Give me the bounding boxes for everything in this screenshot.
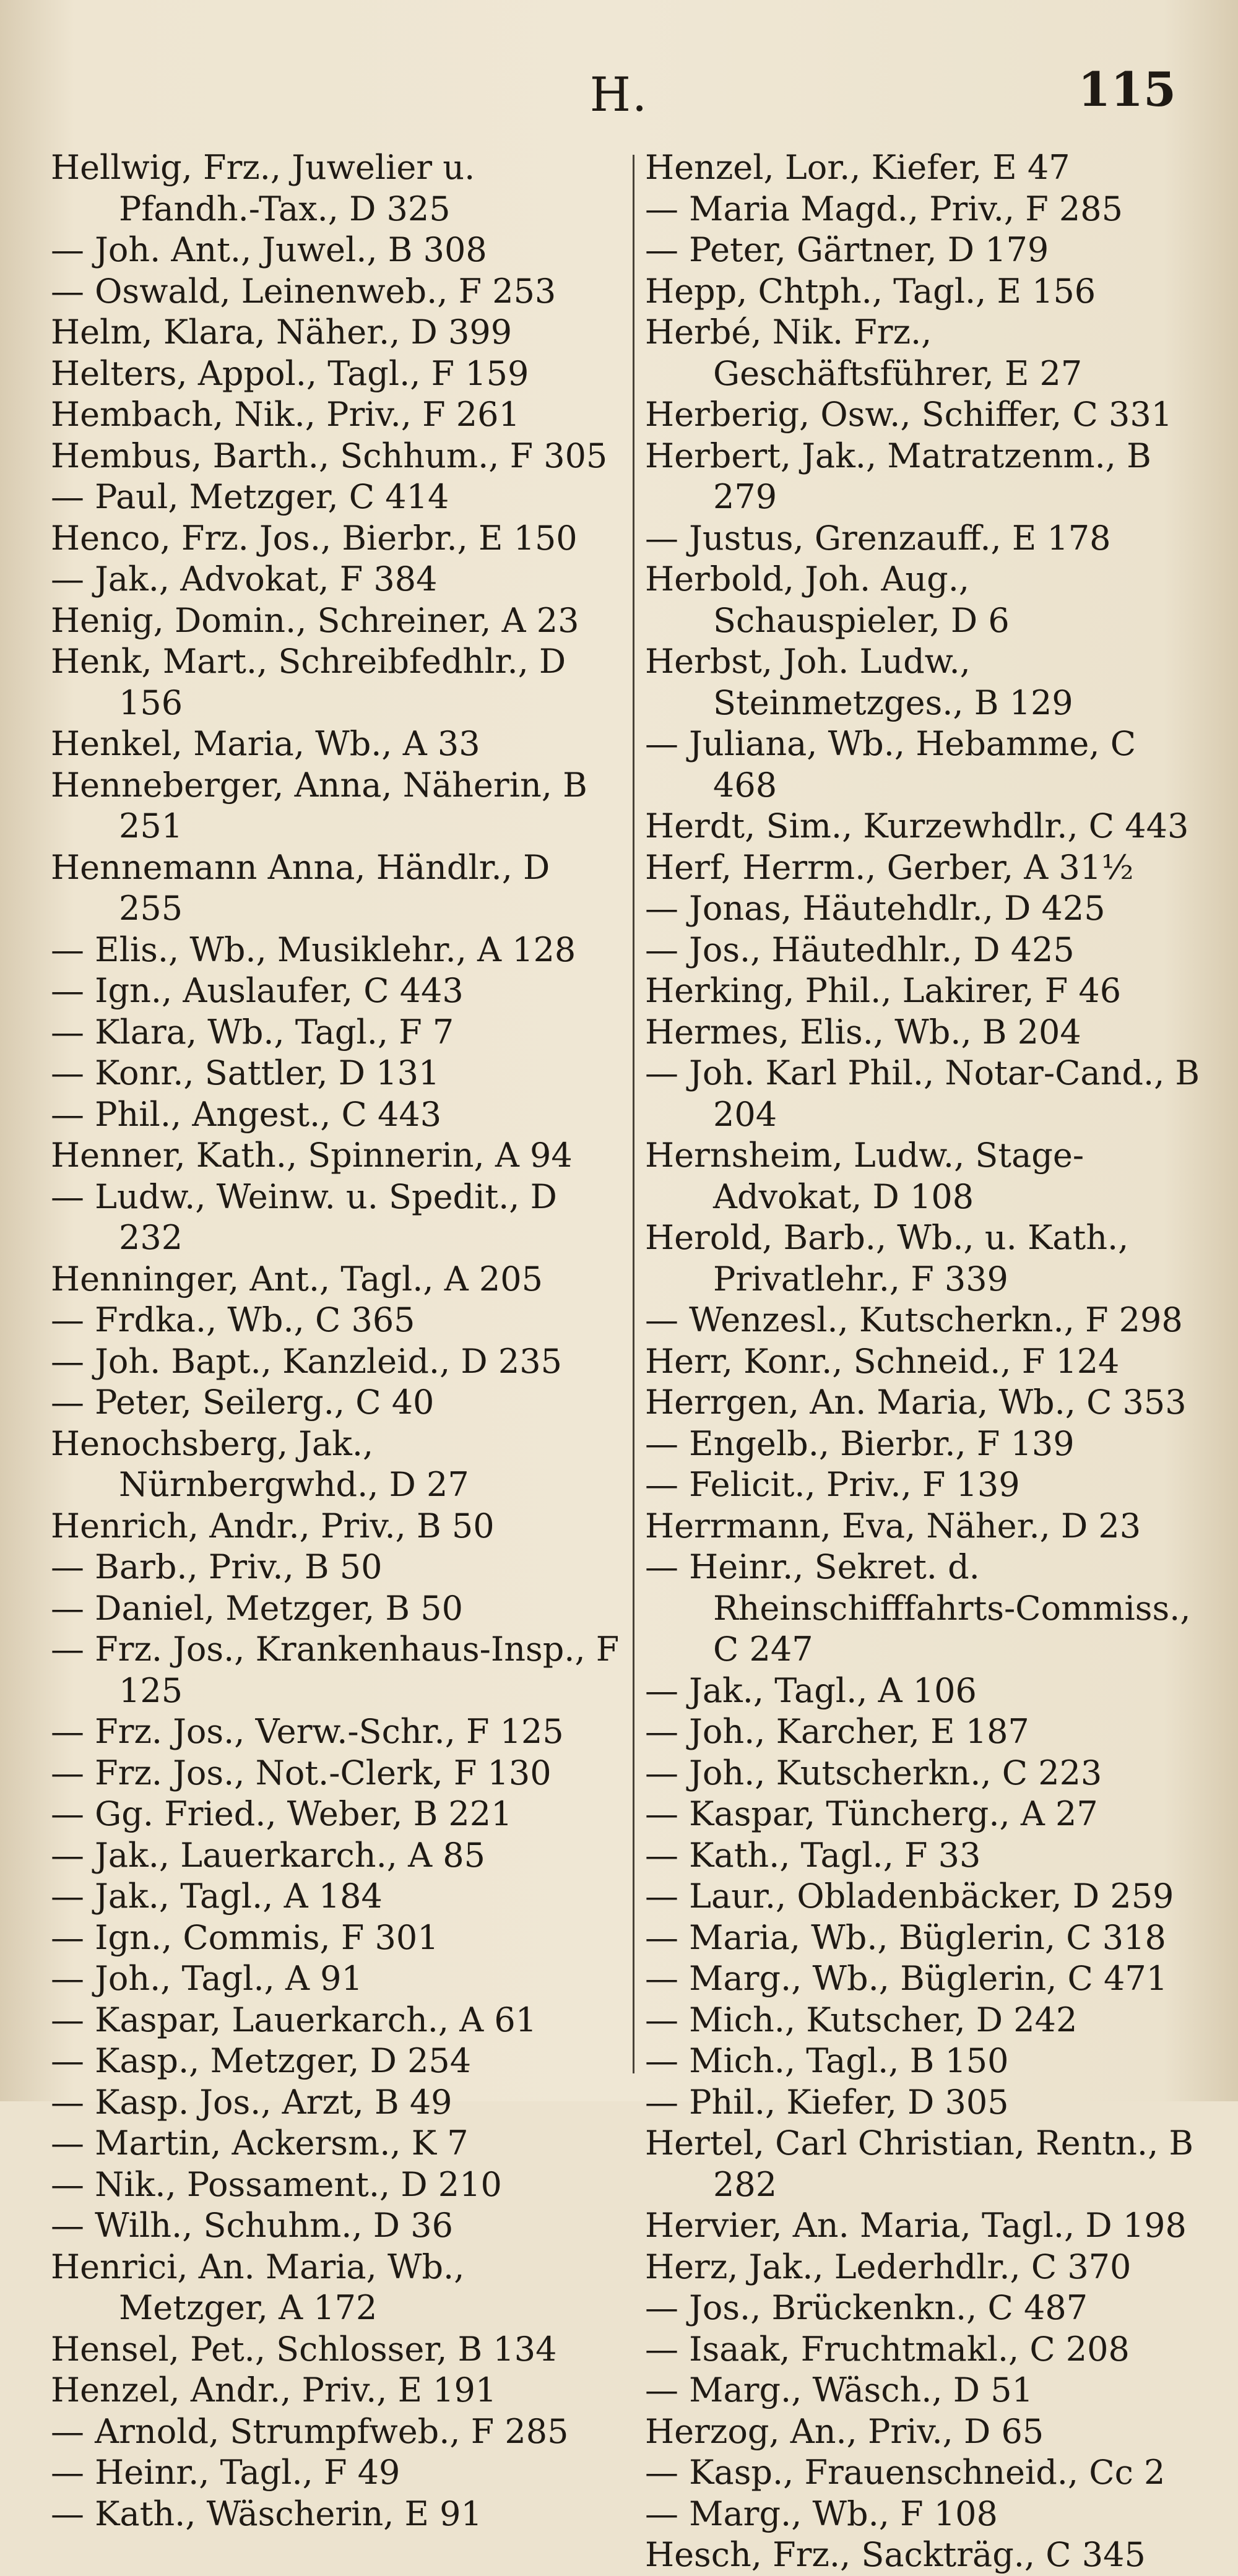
directory-entry: Herbst, Joh. Ludw., Steinmetzges., B 129 <box>645 642 1073 722</box>
directory-entry: — Frdka., Wb., C 365 <box>51 1300 415 1339</box>
directory-entry: Herberig, Osw., Schiffer, C 331 <box>645 395 1173 434</box>
directory-entry: — Wilh., Schuhm., D 36 <box>51 2206 453 2245</box>
directory-entry: Helm, Klara, Näher., D 399 <box>51 313 513 352</box>
directory-entry: — Marg., Wäsch., D 51 <box>645 2371 1033 2410</box>
directory-entry: — Peter, Seilerg., C 40 <box>51 1383 435 1422</box>
directory-entry: — Mich., Tagl., B 150 <box>645 2041 1009 2080</box>
directory-entry: Henco, Frz. Jos., Bierbr., E 150 <box>51 518 578 558</box>
directory-entry: Herking, Phil., Lakirer, F 46 <box>645 971 1122 1010</box>
directory-entry: Herbé, Nik. Frz., Geschäftsführer, E 27 <box>645 313 1083 393</box>
directory-entry: Henzel, Andr., Priv., E 191 <box>51 2371 497 2410</box>
directory-entry: — Marg., Wb., Büglerin, C 471 <box>645 1959 1168 1998</box>
directory-entry: Herf, Herrm., Gerber, A 31½ <box>645 847 1134 887</box>
page-number: 115 <box>1078 62 1176 117</box>
directory-entry: — Jak., Advokat, F 384 <box>51 560 438 599</box>
directory-entry: — Joh., Karcher, E 187 <box>645 1712 1029 1751</box>
directory-entry: Herbert, Jak., Matratzenm., B 279 <box>645 436 1151 516</box>
directory-entry: — Jos., Häutedhlr., D 425 <box>645 930 1075 969</box>
column-divider <box>633 155 634 2073</box>
directory-entry: Herbold, Joh. Aug., Schauspieler, D 6 <box>645 560 1010 640</box>
directory-entry: Herr, Konr., Schneid., F 124 <box>645 1341 1120 1381</box>
directory-entry: — Marg., Wb., F 108 <box>645 2494 998 2533</box>
directory-entry: Henninger, Ant., Tagl., A 205 <box>51 1259 543 1299</box>
directory-entry: Hermes, Elis., Wb., B 204 <box>645 1012 1081 1052</box>
directory-entry: Henneberger, Anna, Näherin, B 251 <box>51 765 587 845</box>
directory-entry: — Kasp., Frauenschneid., Cc 2 <box>645 2453 1166 2492</box>
directory-entry: — Ludw., Weinw. u. Spedit., D 232 <box>51 1177 557 1257</box>
directory-entry: Hernsheim, Ludw., Stage-Advokat, D 108 <box>645 1136 1084 1216</box>
directory-entry: Herrmann, Eva, Näher., D 23 <box>645 1506 1141 1545</box>
directory-entry: — Kath., Wäscherin, E 91 <box>51 2494 482 2533</box>
directory-entry: — Kath., Tagl., F 33 <box>645 1835 981 1875</box>
directory-entry: — Martin, Ackersm., K 7 <box>51 2124 469 2163</box>
directory-entry: — Jak., Tagl., A 106 <box>645 1671 977 1710</box>
directory-entry: Henkel, Maria, Wb., A 33 <box>51 724 480 763</box>
directory-entry: Henig, Domin., Schreiner, A 23 <box>51 600 579 640</box>
directory-entry: Hennemann Anna, Händlr., D 255 <box>51 847 550 928</box>
directory-entry: — Kaspar, Tüncherg., A 27 <box>645 1794 1098 1833</box>
directory-entry: — Jak., Tagl., A 184 <box>51 1877 383 1916</box>
directory-entry: — Maria, Wb., Büglerin, C 318 <box>645 1917 1166 1957</box>
directory-entry: — Jak., Lauerkarch., A 85 <box>51 1835 485 1875</box>
directory-entry: — Kasp., Metzger, D 254 <box>51 2041 472 2080</box>
directory-entry: — Justus, Grenzauff., E 178 <box>645 518 1111 558</box>
directory-entry: — Paul, Metzger, C 414 <box>51 477 449 516</box>
directory-entry: Hesch, Frz., Sackträg., C 345 <box>645 2535 1146 2574</box>
directory-entry: — Heinr., Tagl., F 49 <box>51 2453 400 2492</box>
directory-entry: — Gg. Fried., Weber, B 221 <box>51 1794 513 1833</box>
directory-entry: Herzog, An., Priv., D 65 <box>645 2411 1044 2451</box>
directory-entry: Henochsberg, Jak., Nürnbergwhd., D 27 <box>51 1424 469 1504</box>
directory-entry: Hembus, Barth., Schhum., F 305 <box>51 436 608 475</box>
directory-entry: — Maria Magd., Priv., F 285 <box>645 189 1123 228</box>
directory-entry: — Frz. Jos., Not.-Clerk, F 130 <box>51 1753 552 1792</box>
directory-entry: Henrich, Andr., Priv., B 50 <box>51 1506 495 1545</box>
directory-entry: — Phil., Angest., C 443 <box>51 1094 442 1134</box>
section-letter: H. <box>589 67 649 122</box>
directory-entry: — Frz. Jos., Verw.-Schr., F 125 <box>51 1712 564 1751</box>
directory-entry: Hellwig, Frz., Juwelier u. Pfandh.-Tax., D 325 <box>51 148 475 228</box>
directory-entry: — Heinr., Sekret. d. Rheinschifffahrts-Commiss., C 247 <box>645 1547 1191 1669</box>
directory-entry: — Klara, Wb., Tagl., F 7 <box>51 1012 454 1052</box>
directory-entry: — Wenzesl., Kutscherkn., F 298 <box>645 1300 1183 1339</box>
directory-entry: Henk, Mart., Schreibfedhlr., D 156 <box>51 642 566 722</box>
directory-entry: — Felicit., Priv., F 139 <box>645 1465 1020 1504</box>
directory-entry: — Daniel, Metzger, B 50 <box>51 1588 463 1628</box>
directory-entry: — Jos., Brückenkn., C 487 <box>645 2288 1088 2327</box>
directory-entry: — Mich., Kutscher, D 242 <box>645 2000 1078 2039</box>
directory-entry: Hembach, Nik., Priv., F 261 <box>51 395 520 434</box>
directory-entry: Henner, Kath., Spinnerin, A 94 <box>51 1136 573 1175</box>
directory-entry: Hertel, Carl Christian, Rentn., B 282 <box>645 2124 1194 2204</box>
directory-entry: — Isaak, Fruchtmakl., C 208 <box>645 2329 1130 2369</box>
right-column <box>645 147 1202 2576</box>
directory-entry: — Elis., Wb., Musiklehr., A 128 <box>51 930 576 969</box>
directory-entry: Henrici, An. Maria, Wb., Metzger, A 172 <box>51 2247 465 2327</box>
directory-entry: — Nik., Possament., D 210 <box>51 2164 502 2204</box>
directory-entry: — Joh. Karl Phil., Notar-Cand., B 204 <box>645 1053 1200 1134</box>
directory-entry: Hensel, Pet., Schlosser, B 134 <box>51 2329 557 2369</box>
directory-entry: — Joh. Ant., Juwel., B 308 <box>51 230 487 269</box>
directory-entry: — Laur., Obladenbäcker, D 259 <box>645 1877 1174 1916</box>
directory-entry: Hepp, Chtph., Tagl., E 156 <box>645 271 1096 311</box>
directory-entry: — Joh., Tagl., A 91 <box>51 1959 363 1998</box>
directory-entry: — Joh. Bapt., Kanzleid., D 235 <box>51 1341 562 1381</box>
directory-entry: — Barb., Priv., B 50 <box>51 1547 383 1586</box>
directory-entry: — Ign., Commis, F 301 <box>51 1917 439 1957</box>
directory-entry: — Kasp. Jos., Arzt, B 49 <box>51 2082 452 2122</box>
directory-entry: — Arnold, Strumpfweb., F 285 <box>51 2411 569 2451</box>
directory-entry: — Jonas, Häutehdlr., D 425 <box>645 889 1106 928</box>
directory-entry: Helters, Appol., Tagl., F 159 <box>51 353 529 393</box>
directory-entry: Herz, Jak., Lederhdlr., C 370 <box>645 2247 1132 2286</box>
directory-entry: — Konr., Sattler, D 131 <box>51 1053 440 1092</box>
left-column <box>51 147 620 2535</box>
directory-entry: — Joh., Kutscherkn., C 223 <box>645 1753 1102 1792</box>
directory-entry: — Frz. Jos., Krankenhaus-Insp., F 125 <box>51 1630 620 1710</box>
directory-entry: Herold, Barb., Wb., u. Kath., Privatlehr., F 339 <box>645 1218 1129 1299</box>
directory-entry: Hervier, An. Maria, Tagl., D 198 <box>645 2206 1187 2245</box>
directory-entry: — Phil., Kiefer, D 305 <box>645 2082 1009 2122</box>
directory-entry: Herdt, Sim., Kurzewhdlr., C 443 <box>645 806 1189 845</box>
directory-entry: — Peter, Gärtner, D 179 <box>645 230 1049 269</box>
directory-entry: — Kaspar, Lauerkarch., A 61 <box>51 2000 537 2039</box>
directory-entry: — Oswald, Leinenweb., F 253 <box>51 271 556 311</box>
directory-entry: Herrgen, An. Maria, Wb., C 353 <box>645 1383 1187 1422</box>
directory-entry: — Engelb., Bierbr., F 139 <box>645 1424 1075 1463</box>
directory-entry: — Juliana, Wb., Hebamme, C 468 <box>645 724 1136 805</box>
directory-entry: — Ign., Auslaufer, C 443 <box>51 971 464 1010</box>
directory-entry: Henzel, Lor., Kiefer, E 47 <box>645 148 1070 187</box>
